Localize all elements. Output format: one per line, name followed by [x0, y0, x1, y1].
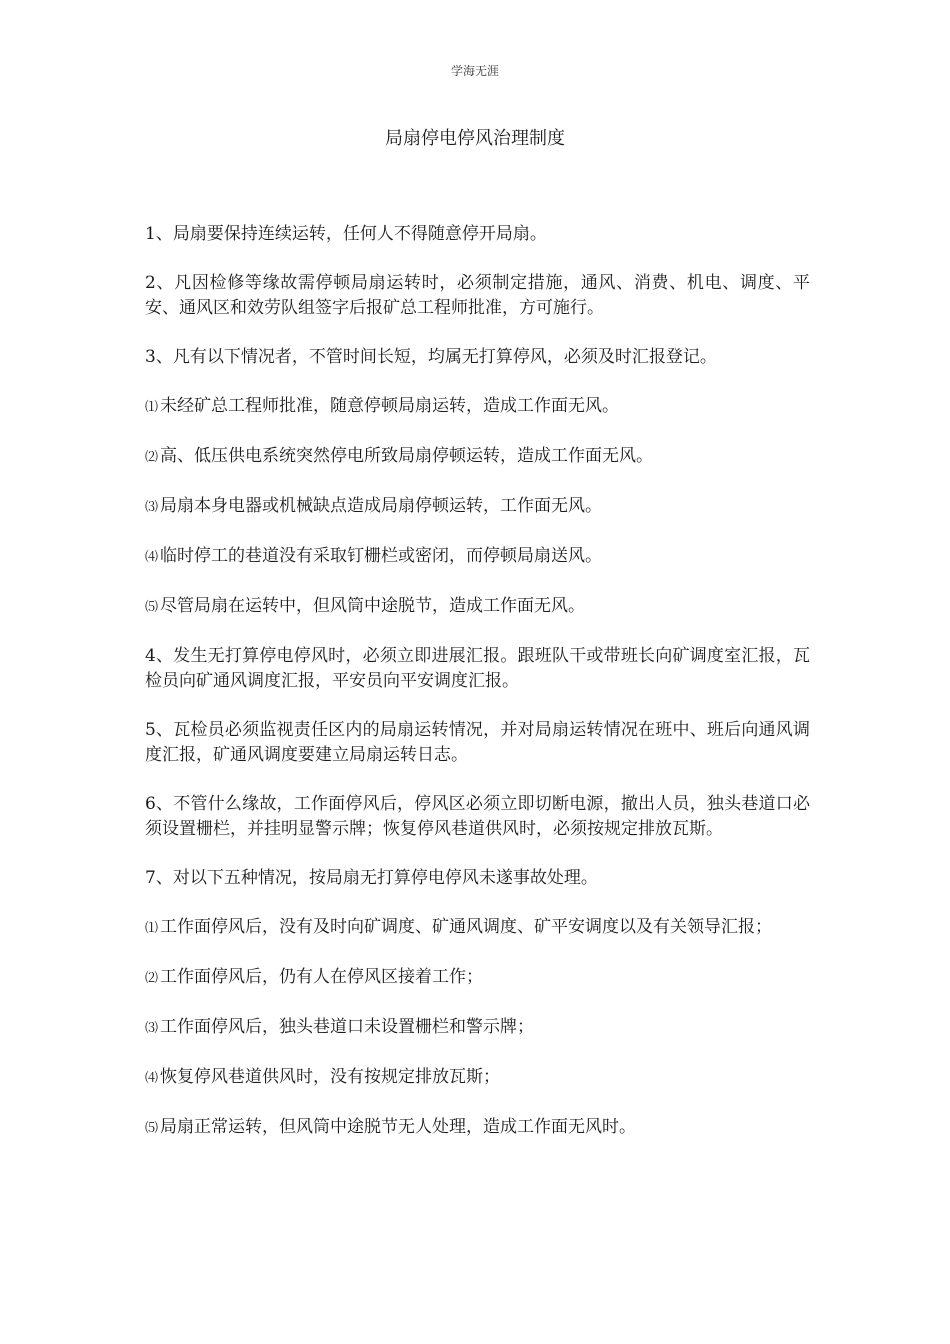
sub-item — [145, 1115, 810, 1141]
paragraph-text: 工作面停风后，没有及时向矿调度、矿通风调度、矿平安调度以及有关领导汇报； — [160, 917, 773, 937]
sub-item — [145, 494, 810, 520]
paragraph-text: 尽管局扇在运转中，但风筒中途脱节，造成工作面无风。 — [160, 596, 586, 616]
item-marker: ⑷ — [145, 1071, 159, 1086]
sub-item — [145, 1065, 810, 1091]
paragraph — [145, 866, 810, 891]
paragraph-text: 未经矿总工程师批准，随意停顿局扇运转，造成工作面无风。 — [160, 396, 620, 416]
paragraph-text: 4、发生无打算停电停风时，必须立即进展汇报。跟班队干或带班长向矿调度室汇报，瓦检员向矿通风调度汇报，平安员向平安调度汇报。 — [145, 646, 810, 691]
item-marker: ⑴ — [145, 400, 159, 415]
paragraph-text: 1、局扇要保持连续运转，任何人不得随意停开局扇。 — [145, 224, 547, 244]
sub-item — [145, 544, 810, 570]
paragraph-text: 局扇正常运转，但风筒中途脱节无人处理，造成工作面无风时。 — [160, 1117, 637, 1137]
paragraph-text: 7、对以下五种情况，按局扇无打算停电停风未遂事故处理。 — [145, 868, 598, 888]
paragraph — [145, 792, 810, 842]
sub-item — [145, 444, 810, 470]
paragraph-text: 2、凡因检修等缘故需停顿局扇运转时，必须制定措施，通风、消费、机电、调度、平安、通风区和效劳队组签字后报矿总工程师批准，方可施行。 — [145, 273, 810, 318]
paragraph — [145, 271, 810, 321]
item-marker: ⑶ — [145, 500, 159, 515]
paragraph-text: 3、凡有以下情况者，不管时间长短，均属无打算停风，必须及时汇报登记。 — [145, 347, 717, 367]
paragraph — [145, 718, 810, 768]
item-marker: ⑵ — [145, 971, 159, 986]
paragraph-text: 恢复停风巷道供风时，没有按规定排放瓦斯； — [160, 1067, 501, 1087]
paragraph-text: 局扇本身电器或机械缺点造成局扇停顿运转，工作面无风。 — [160, 496, 603, 516]
paragraph-text: 临时停工的巷道没有采取钉栅栏或密闭，而停顿局扇送风。 — [160, 546, 603, 566]
item-marker: ⑴ — [145, 921, 159, 936]
paragraph — [145, 222, 810, 247]
paragraph-text: 工作面停风后，独头巷道口未设置栅栏和警示牌； — [160, 1017, 535, 1037]
sub-item — [145, 594, 810, 620]
document-body — [145, 222, 810, 1165]
page-header: 学海无涯 — [450, 64, 499, 78]
item-marker: ⑵ — [145, 450, 159, 465]
paragraph — [145, 644, 810, 694]
sub-item — [145, 965, 810, 991]
sub-item — [145, 394, 810, 420]
paragraph-text: 5、瓦检员必须监视责任区内的局扇运转情况，并对局扇运转情况在班中、班后向通风调度汇报，矿通风调度要建立局扇运转日志。 — [145, 720, 810, 765]
item-marker: ⑷ — [145, 550, 159, 565]
paragraph-text: 高、低压供电系统突然停电所致局扇停顿运转，造成工作面无风。 — [160, 446, 654, 466]
sub-item — [145, 915, 810, 941]
sub-item — [145, 1015, 810, 1041]
paragraph-text: 6、不管什么缘故，工作面停风后，停风区必须立即切断电源，撤出人员，独头巷道口必须设置栅栏，并挂明显警示牌；恢复停风巷道供风时，必须按规定排放瓦斯。 — [145, 794, 810, 839]
paragraph — [145, 345, 810, 370]
item-marker: ⑶ — [145, 1021, 159, 1036]
paragraph-text: 工作面停风后，仍有人在停风区接着工作； — [160, 967, 484, 987]
item-marker: ⑸ — [145, 600, 159, 615]
item-marker: ⑸ — [145, 1121, 159, 1136]
document-title: 局扇停电停风治理制度 — [385, 128, 565, 149]
